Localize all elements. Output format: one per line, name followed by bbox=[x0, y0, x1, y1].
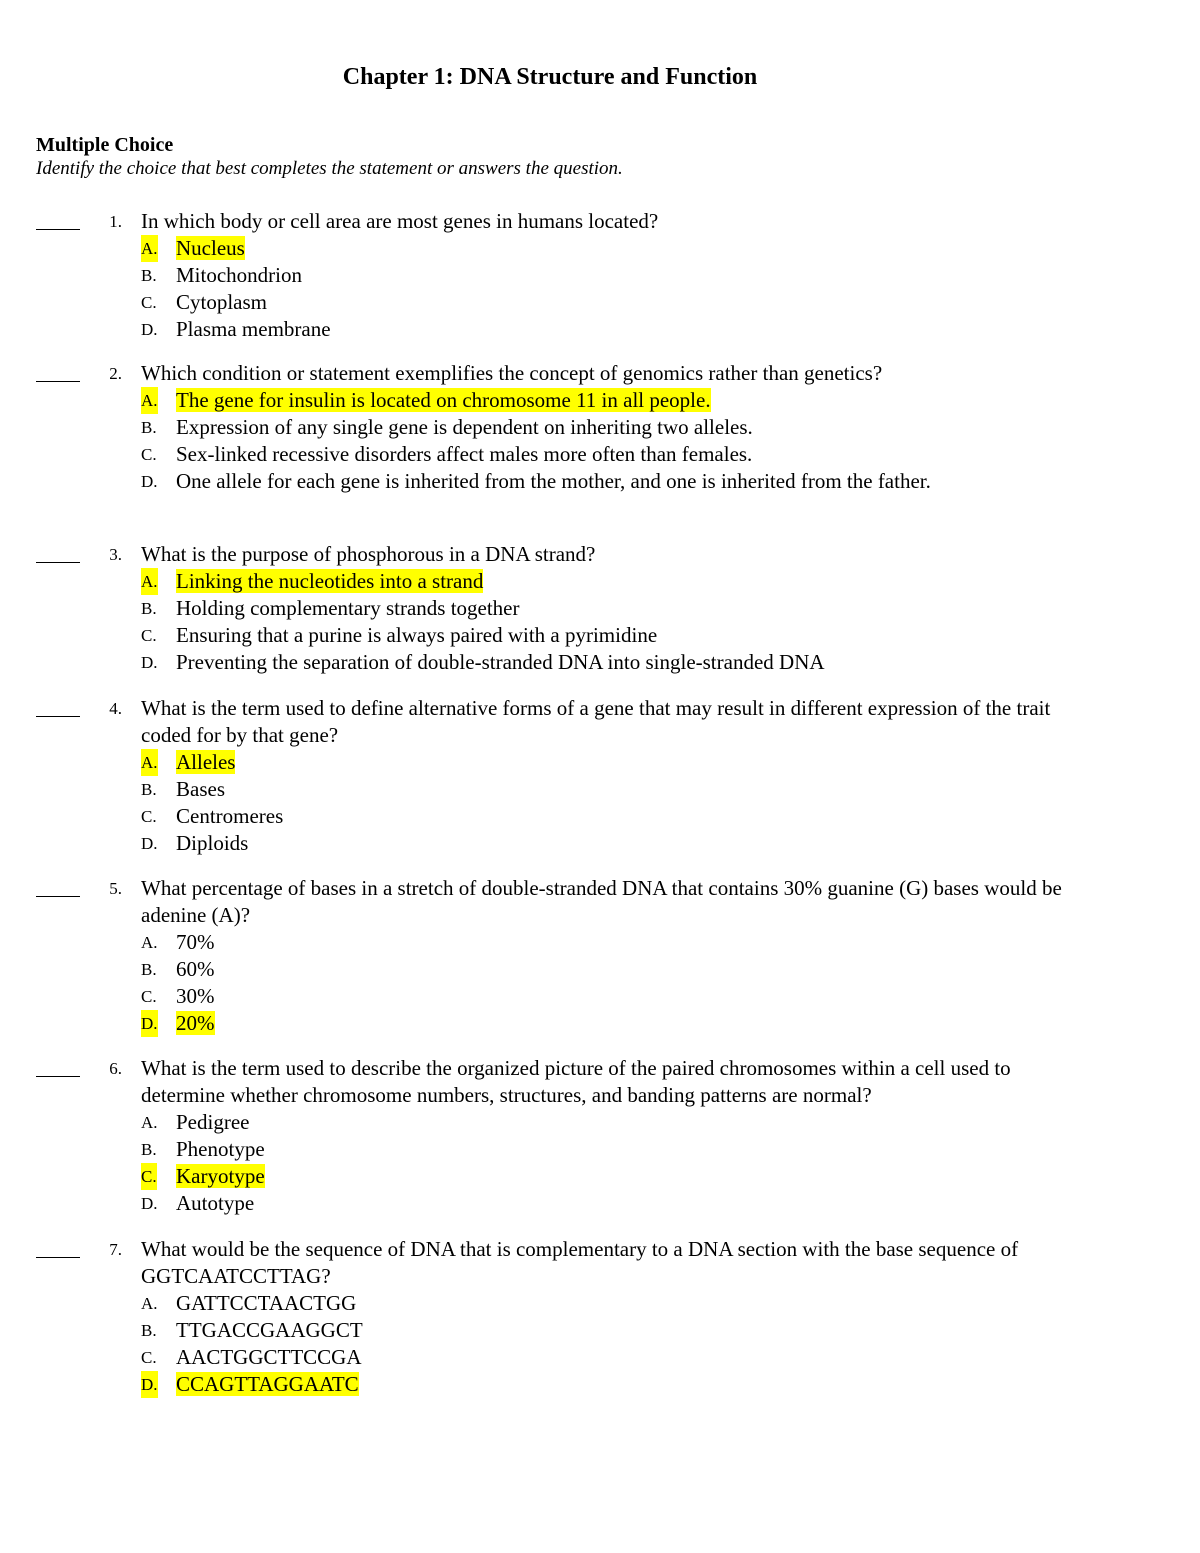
choice-b bbox=[141, 1317, 1071, 1344]
choice-letter: C. bbox=[141, 626, 157, 645]
instructions: Identify the choice that best completes the statement or answers the question. bbox=[36, 158, 623, 179]
question-stem: What is the term used to define alternative forms of a gene that may result in different expression of the trait coded for by that gene? bbox=[141, 696, 1051, 747]
choice-b bbox=[141, 1136, 1071, 1163]
choice-list bbox=[141, 568, 1071, 676]
choice-letter: B. bbox=[141, 1140, 157, 1159]
section-title: Multiple Choice bbox=[36, 134, 174, 156]
choice-letter: D. bbox=[141, 1194, 158, 1213]
question-number: 5. bbox=[109, 879, 122, 898]
choice-letter: B. bbox=[141, 780, 157, 799]
answer-blank[interactable] bbox=[36, 896, 80, 897]
question-number: 1. bbox=[109, 212, 122, 231]
choice-text: Bases bbox=[176, 777, 225, 801]
choice-list bbox=[141, 235, 1071, 343]
question-stem: Which condition or statement exemplifies the concept of genomics rather than genetics? bbox=[141, 361, 883, 385]
choice-text: Plasma membrane bbox=[176, 317, 331, 341]
choice-text: Pedigree bbox=[176, 1110, 250, 1134]
choice-text: Diploids bbox=[176, 831, 249, 855]
correct-answer-text: CCAGTTAGGAATC bbox=[176, 1372, 359, 1396]
question-number: 4. bbox=[109, 699, 122, 718]
choice-text: Sex-linked recessive disorders affect males more often than females. bbox=[176, 442, 753, 466]
choice-a bbox=[141, 1290, 1071, 1317]
answer-blank[interactable] bbox=[36, 716, 80, 717]
choice-text: Ensuring that a purine is always paired with a pyrimidine bbox=[176, 623, 658, 647]
choice-text: Centromeres bbox=[176, 804, 284, 828]
answer-blank[interactable] bbox=[36, 562, 80, 563]
correct-answer-text: 20% bbox=[176, 1011, 215, 1035]
choice-text: Phenotype bbox=[176, 1137, 265, 1161]
choice-text: AACTGGCTTCCGA bbox=[176, 1345, 362, 1369]
choice-a bbox=[141, 749, 1071, 776]
choice-c bbox=[141, 622, 1071, 649]
choice-d bbox=[141, 1371, 1071, 1398]
answer-blank[interactable] bbox=[36, 1257, 80, 1258]
choice-letter: B. bbox=[141, 599, 157, 618]
choice-text: Mitochondrion bbox=[176, 263, 302, 287]
correct-answer-text: Alleles bbox=[176, 750, 236, 774]
choice-text: Holding complementary strands together bbox=[176, 596, 520, 620]
choice-b bbox=[141, 595, 1071, 622]
choice-d bbox=[141, 1190, 1071, 1217]
choice-letter: C. bbox=[141, 1348, 157, 1367]
choice-letter: C. bbox=[141, 987, 157, 1006]
choice-letter: D. bbox=[141, 1371, 158, 1398]
correct-answer-text: The gene for insulin is located on chromosome 11 in all people. bbox=[176, 388, 711, 412]
choice-c bbox=[141, 289, 1071, 316]
choice-text: 60% bbox=[176, 957, 215, 981]
choice-letter: C. bbox=[141, 293, 157, 312]
choice-d bbox=[141, 316, 1071, 343]
question-number: 2. bbox=[109, 364, 122, 383]
choice-c bbox=[141, 1163, 1071, 1190]
choice-letter: A. bbox=[141, 1113, 158, 1132]
question-stem: What is the purpose of phosphorous in a DNA strand? bbox=[141, 542, 596, 566]
choice-letter: A. bbox=[141, 1294, 158, 1313]
question-stem: What is the term used to describe the organized picture of the paired chromosomes within a cell used to determine whether chromosome numbers, structures, and banding patterns are normal? bbox=[141, 1056, 1011, 1107]
choice-letter: D. bbox=[141, 834, 158, 853]
choice-b bbox=[141, 414, 1071, 441]
choice-d bbox=[141, 468, 1071, 522]
choice-text: GATTCCTAACTGG bbox=[176, 1291, 357, 1315]
choice-c bbox=[141, 803, 1071, 830]
choice-d bbox=[141, 1010, 1071, 1037]
question-number: 7. bbox=[109, 1240, 122, 1259]
choice-text: Autotype bbox=[176, 1191, 255, 1215]
question-number: 3. bbox=[109, 545, 122, 564]
choice-letter: C. bbox=[141, 1163, 157, 1190]
choice-letter: C. bbox=[141, 445, 157, 464]
choice-list bbox=[141, 1290, 1071, 1398]
choice-text: Cytoplasm bbox=[176, 290, 268, 314]
choice-letter: A. bbox=[141, 568, 158, 595]
choice-list bbox=[141, 929, 1071, 1037]
correct-answer-text: Karyotype bbox=[176, 1164, 265, 1188]
choice-letter: A. bbox=[141, 235, 158, 262]
question-stem: What would be the sequence of DNA that is complementary to a DNA section with the base sequence of GGTCAATCCTTAG? bbox=[141, 1237, 1019, 1288]
choice-text: Expression of any single gene is dependent on inheriting two alleles. bbox=[176, 415, 753, 439]
choice-text: Preventing the separation of double-stranded DNA into single-stranded DNA bbox=[176, 650, 825, 674]
choice-a bbox=[141, 568, 1071, 595]
choice-letter: B. bbox=[141, 418, 157, 437]
choice-c bbox=[141, 983, 1071, 1010]
question-stem: What percentage of bases in a stretch of double-stranded DNA that contains 30% guanine (G) bases would be adenine (A)? bbox=[141, 876, 1062, 927]
choice-a bbox=[141, 929, 1071, 956]
choice-letter: D. bbox=[141, 1010, 158, 1037]
choice-letter: B. bbox=[141, 1321, 157, 1340]
question-stem: In which body or cell area are most genes in humans located? bbox=[141, 209, 659, 233]
choice-letter: B. bbox=[141, 960, 157, 979]
choice-letter: A. bbox=[141, 387, 158, 414]
choice-letter: B. bbox=[141, 266, 157, 285]
choice-text: 30% bbox=[176, 984, 215, 1008]
choice-c bbox=[141, 441, 1071, 468]
choice-b bbox=[141, 262, 1071, 289]
choice-letter: D. bbox=[141, 653, 158, 672]
choice-a bbox=[141, 387, 1071, 414]
correct-answer-text: Linking the nucleotides into a strand bbox=[176, 569, 484, 593]
choice-b bbox=[141, 956, 1071, 983]
answer-blank[interactable] bbox=[36, 229, 80, 230]
choice-text: One allele for each gene is inherited from the mother, and one is inherited from the father. bbox=[176, 469, 931, 493]
choice-letter: C. bbox=[141, 807, 157, 826]
choice-list bbox=[141, 1109, 1071, 1217]
question-number: 6. bbox=[109, 1059, 122, 1078]
choice-b bbox=[141, 776, 1071, 803]
correct-answer-text: Nucleus bbox=[176, 236, 245, 260]
choice-text: TTGACCGAAGGCT bbox=[176, 1318, 363, 1342]
choice-d bbox=[141, 830, 1071, 857]
choice-c bbox=[141, 1344, 1071, 1371]
page-title: Chapter 1: DNA Structure and Function bbox=[342, 64, 758, 90]
choice-list bbox=[141, 387, 1071, 522]
answer-blank[interactable] bbox=[36, 381, 80, 382]
choice-letter: D. bbox=[141, 320, 158, 339]
choice-d bbox=[141, 649, 1071, 676]
answer-blank[interactable] bbox=[36, 1076, 80, 1077]
choice-letter: D. bbox=[141, 472, 158, 491]
choice-letter: A. bbox=[141, 933, 158, 952]
choice-a bbox=[141, 1109, 1071, 1136]
choice-letter: A. bbox=[141, 749, 158, 776]
choice-text: 70% bbox=[176, 930, 215, 954]
choice-list bbox=[141, 749, 1071, 857]
choice-a bbox=[141, 235, 1071, 262]
